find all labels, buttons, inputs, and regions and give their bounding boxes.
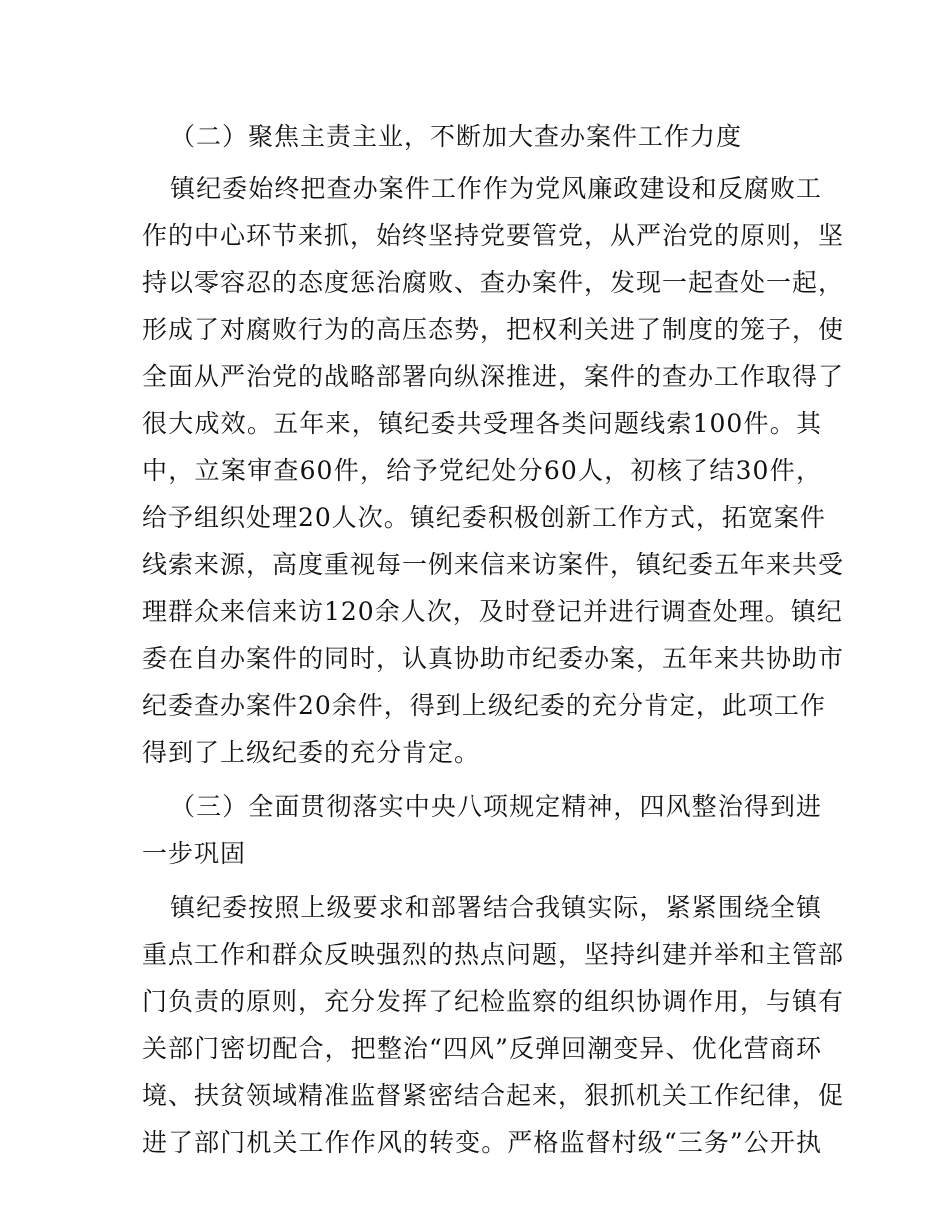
paragraph-line: 门负责的原则，充分发挥了纪检监察的组织协调作用，与镇有 [142, 987, 845, 1016]
paragraph-line: 镇纪委始终把查办案件工作作为党风廉政建设和反腐败工 [170, 174, 822, 203]
section-heading-2: （二）聚焦主责主业，不断加大查办案件工作力度 [170, 122, 743, 151]
paragraph-line: 得到了上级纪委的充分肯定。 [142, 738, 481, 767]
paragraph-line: 作的中心环节来抓，始终坚持党要管党，从严治党的原则，坚 [142, 221, 845, 250]
paragraph-line: 很大成效。五年来，镇纪委共受理各类问题线索100件。其 [142, 409, 822, 438]
paragraph-line: 理群众来信来访120余人次，及时登记并进行调查处理。镇纪 [142, 597, 843, 626]
paragraph-line: 中，立案审查60件，给予党纪处分60人，初核了结30件， [142, 456, 822, 485]
paragraph-line: 持以零容忍的态度惩治腐败、查办案件，发现一起查处一起， [142, 268, 845, 297]
paragraph-line: 重点工作和群众反映强烈的热点问题，坚持纠建并举和主管部 [142, 940, 845, 969]
paragraph-line: 关部门密切配合，把整治“四风”反弹回潮变异、优化营商环 [142, 1034, 822, 1063]
paragraph-line: 镇纪委按照上级要求和部署结合我镇实际，紧紧围绕全镇 [170, 893, 822, 922]
paragraph-line: 给予组织处理20人次。镇纪委积极创新工作方式，拓宽案件 [142, 503, 826, 532]
paragraph-line: 境、扶贫领域精准监督紧密结合起来，狠抓机关工作纪律，促 [142, 1081, 845, 1110]
paragraph-line: 委在自办案件的同时，认真协助市纪委办案，五年来共协助市 [142, 644, 845, 673]
paragraph-line: 全面从严治党的战略部署向纵深推进，案件的查办工作取得了 [142, 362, 845, 391]
paragraph-line: 进了部门机关工作作风的转变。严格监督村级“三务”公开执 [142, 1128, 822, 1157]
section-heading-3: （三）全面贯彻落实中央八项规定精神，四风整治得到进 [170, 792, 822, 821]
section-heading-3-continued: 一步巩固 [142, 839, 247, 868]
paragraph-line: 纪委查办案件20余件，得到上级纪委的充分肯定，此项工作 [142, 691, 826, 720]
paragraph-line: 形成了对腐败行为的高压态势，把权利关进了制度的笼子，使 [142, 315, 845, 344]
paragraph-line: 线索来源，高度重视每一例来信来访案件，镇纪委五年来共受 [142, 550, 845, 579]
